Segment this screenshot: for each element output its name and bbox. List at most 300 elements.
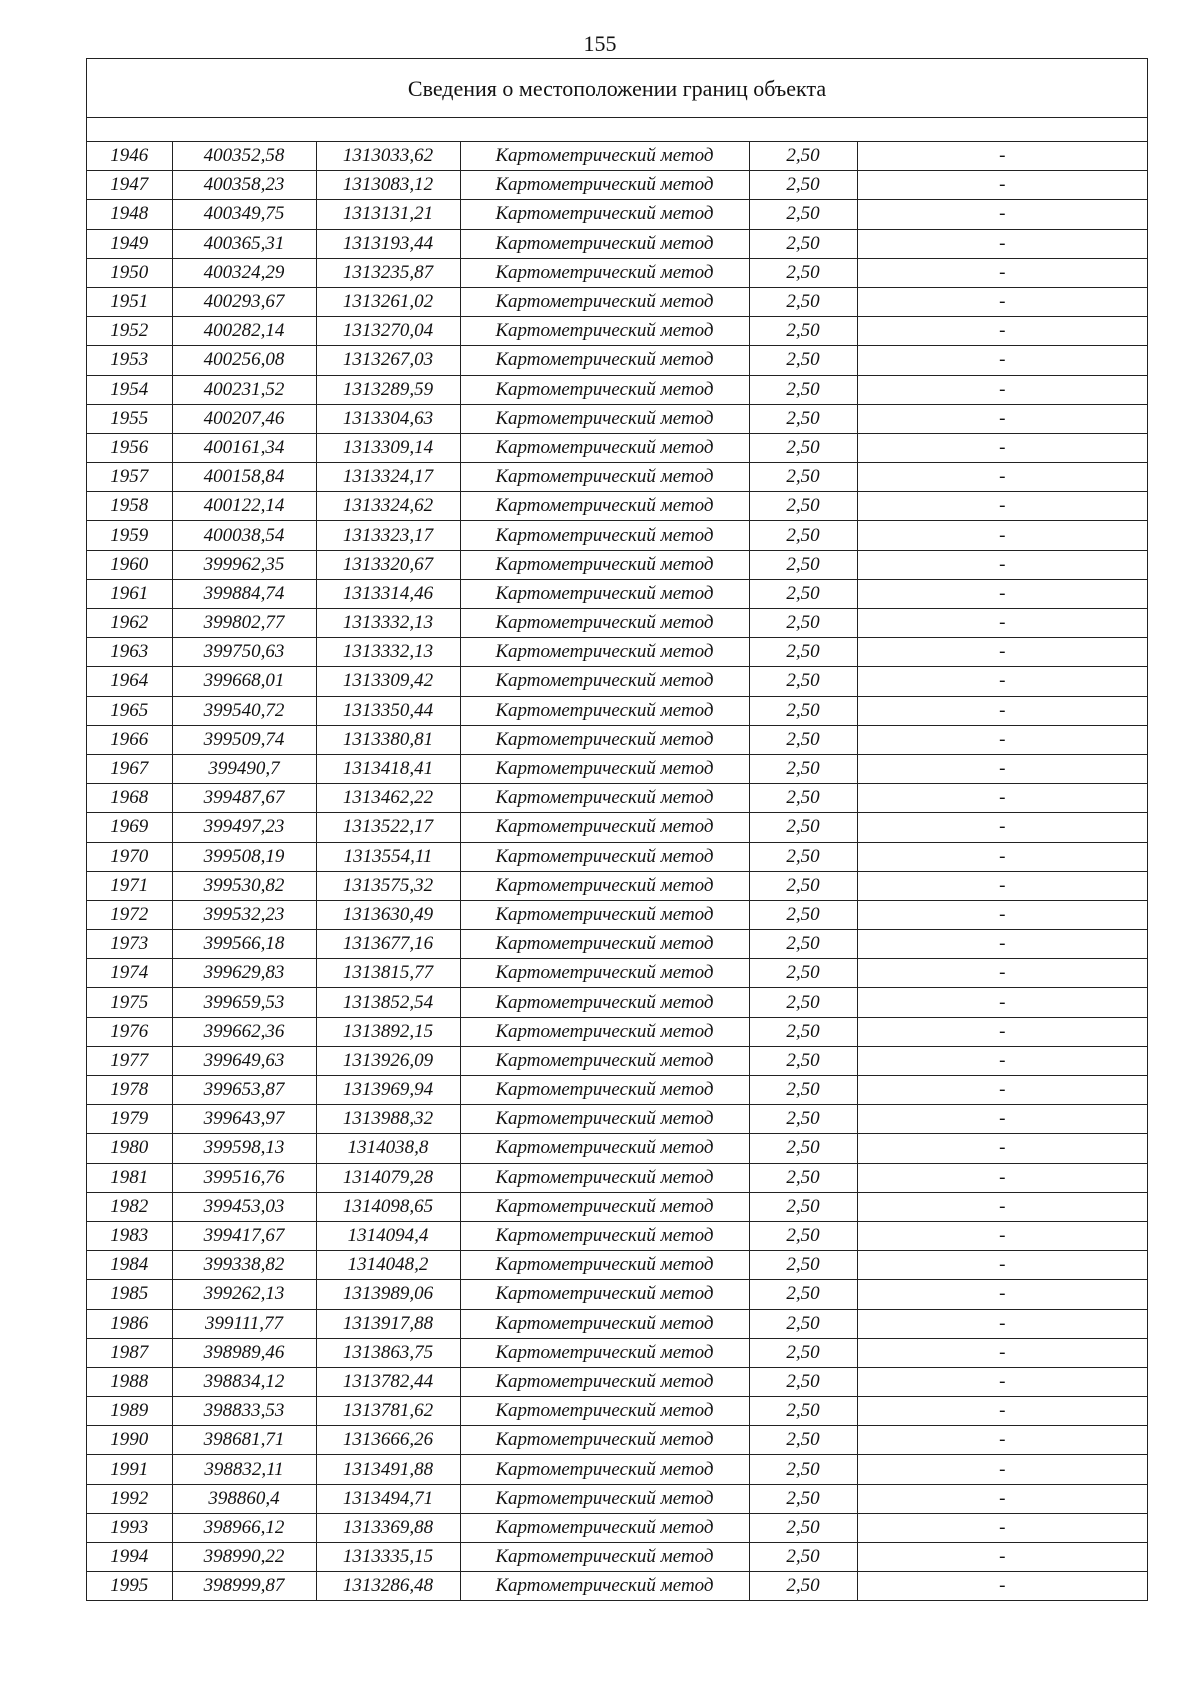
description-cell: - — [857, 550, 1147, 579]
y-coordinate-cell: 1313369,88 — [316, 1513, 460, 1542]
point-number-cell: 1993 — [87, 1513, 172, 1542]
method-cell: Картометрический метод — [460, 609, 749, 638]
x-coordinate-cell: 398832,11 — [172, 1455, 316, 1484]
method-cell: Картометрический метод — [460, 463, 749, 492]
method-cell: Картометрический метод — [460, 1105, 749, 1134]
x-coordinate-cell: 398860,4 — [172, 1484, 316, 1513]
method-cell: Картометрический метод — [460, 317, 749, 346]
point-number-cell: 1957 — [87, 463, 172, 492]
description-cell: - — [857, 200, 1147, 229]
table-row — [87, 492, 1147, 521]
description-cell: - — [857, 1397, 1147, 1426]
y-coordinate-cell: 1313630,49 — [316, 900, 460, 929]
x-coordinate-cell: 400207,46 — [172, 404, 316, 433]
accuracy-cell: 2,50 — [749, 550, 857, 579]
accuracy-cell: 2,50 — [749, 813, 857, 842]
y-coordinate-cell: 1313782,44 — [316, 1367, 460, 1396]
method-cell: Картометрический метод — [460, 404, 749, 433]
point-number-cell: 1954 — [87, 375, 172, 404]
table-row — [87, 725, 1147, 754]
method-cell: Картометрический метод — [460, 871, 749, 900]
point-number-cell: 1972 — [87, 900, 172, 929]
y-coordinate-cell: 1313892,15 — [316, 1017, 460, 1046]
accuracy-cell: 2,50 — [749, 287, 857, 316]
table-row — [87, 1192, 1147, 1221]
description-cell: - — [857, 696, 1147, 725]
table-row — [87, 1543, 1147, 1572]
method-cell: Картометрический метод — [460, 1251, 749, 1280]
description-cell: - — [857, 1105, 1147, 1134]
description-cell: - — [857, 1192, 1147, 1221]
x-coordinate-cell: 399750,63 — [172, 638, 316, 667]
y-coordinate-cell: 1313380,81 — [316, 725, 460, 754]
method-cell: Картометрический метод — [460, 521, 749, 550]
accuracy-cell: 2,50 — [749, 1076, 857, 1105]
x-coordinate-cell: 399487,67 — [172, 784, 316, 813]
point-number-cell: 1968 — [87, 784, 172, 813]
point-number-cell: 1978 — [87, 1076, 172, 1105]
y-coordinate-cell: 1313522,17 — [316, 813, 460, 842]
y-coordinate-cell: 1313969,94 — [316, 1076, 460, 1105]
accuracy-cell: 2,50 — [749, 930, 857, 959]
accuracy-cell: 2,50 — [749, 784, 857, 813]
description-cell: - — [857, 1309, 1147, 1338]
point-number-cell: 1975 — [87, 988, 172, 1017]
accuracy-cell: 2,50 — [749, 1046, 857, 1075]
x-coordinate-cell: 400038,54 — [172, 521, 316, 550]
description-cell: - — [857, 900, 1147, 929]
description-cell: - — [857, 171, 1147, 200]
y-coordinate-cell: 1313462,22 — [316, 784, 460, 813]
accuracy-cell: 2,50 — [749, 171, 857, 200]
y-coordinate-cell: 1313309,14 — [316, 433, 460, 462]
table-header-spacer — [87, 118, 1147, 142]
table-row — [87, 667, 1147, 696]
method-cell: Картометрический метод — [460, 1426, 749, 1455]
table-row — [87, 988, 1147, 1017]
accuracy-cell: 2,50 — [749, 1455, 857, 1484]
y-coordinate-cell: 1313314,46 — [316, 579, 460, 608]
x-coordinate-cell: 399629,83 — [172, 959, 316, 988]
boundary-table-sheet — [86, 58, 1148, 1601]
table-row — [87, 404, 1147, 433]
point-number-cell: 1994 — [87, 1543, 172, 1572]
method-cell: Картометрический метод — [460, 579, 749, 608]
description-cell: - — [857, 1280, 1147, 1309]
method-cell: Картометрический метод — [460, 492, 749, 521]
table-row — [87, 784, 1147, 813]
description-cell: - — [857, 258, 1147, 287]
x-coordinate-cell: 400158,84 — [172, 463, 316, 492]
accuracy-cell: 2,50 — [749, 200, 857, 229]
point-number-cell: 1956 — [87, 433, 172, 462]
table-row — [87, 1105, 1147, 1134]
y-coordinate-cell: 1313815,77 — [316, 959, 460, 988]
description-cell: - — [857, 1484, 1147, 1513]
y-coordinate-cell: 1313677,16 — [316, 930, 460, 959]
y-coordinate-cell: 1314048,2 — [316, 1251, 460, 1280]
x-coordinate-cell: 398834,12 — [172, 1367, 316, 1396]
description-cell: - — [857, 1513, 1147, 1542]
x-coordinate-cell: 399540,72 — [172, 696, 316, 725]
y-coordinate-cell: 1313304,63 — [316, 404, 460, 433]
table-row — [87, 229, 1147, 258]
accuracy-cell: 2,50 — [749, 1280, 857, 1309]
method-cell: Картометрический метод — [460, 1046, 749, 1075]
x-coordinate-cell: 400122,14 — [172, 492, 316, 521]
accuracy-cell: 2,50 — [749, 988, 857, 1017]
x-coordinate-cell: 399417,67 — [172, 1221, 316, 1250]
accuracy-cell: 2,50 — [749, 842, 857, 871]
x-coordinate-cell: 399111,77 — [172, 1309, 316, 1338]
x-coordinate-cell: 399509,74 — [172, 725, 316, 754]
point-number-cell: 1962 — [87, 609, 172, 638]
point-number-cell: 1987 — [87, 1338, 172, 1367]
point-number-cell: 1955 — [87, 404, 172, 433]
y-coordinate-cell: 1314094,4 — [316, 1221, 460, 1250]
table-row — [87, 375, 1147, 404]
y-coordinate-cell: 1313989,06 — [316, 1280, 460, 1309]
x-coordinate-cell: 400293,67 — [172, 287, 316, 316]
x-coordinate-cell: 398833,53 — [172, 1397, 316, 1426]
point-number-cell: 1992 — [87, 1484, 172, 1513]
accuracy-cell: 2,50 — [749, 1426, 857, 1455]
description-cell: - — [857, 229, 1147, 258]
table-row — [87, 1076, 1147, 1105]
description-cell: - — [857, 754, 1147, 783]
x-coordinate-cell: 399497,23 — [172, 813, 316, 842]
y-coordinate-cell: 1313324,17 — [316, 463, 460, 492]
x-coordinate-cell: 400256,08 — [172, 346, 316, 375]
point-number-cell: 1995 — [87, 1572, 172, 1601]
accuracy-cell: 2,50 — [749, 1221, 857, 1250]
x-coordinate-cell: 399338,82 — [172, 1251, 316, 1280]
description-cell: - — [857, 433, 1147, 462]
description-cell: - — [857, 1163, 1147, 1192]
method-cell: Картометрический метод — [460, 1572, 749, 1601]
accuracy-cell: 2,50 — [749, 317, 857, 346]
table-row — [87, 463, 1147, 492]
point-number-cell: 1981 — [87, 1163, 172, 1192]
method-cell: Картометрический метод — [460, 1543, 749, 1572]
description-cell: - — [857, 1338, 1147, 1367]
accuracy-cell: 2,50 — [749, 667, 857, 696]
x-coordinate-cell: 399668,01 — [172, 667, 316, 696]
method-cell: Картометрический метод — [460, 813, 749, 842]
table-row — [87, 1572, 1147, 1601]
method-cell: Картометрический метод — [460, 900, 749, 929]
method-cell: Картометрический метод — [460, 988, 749, 1017]
accuracy-cell: 2,50 — [749, 1192, 857, 1221]
accuracy-cell: 2,50 — [749, 1163, 857, 1192]
description-cell: - — [857, 1251, 1147, 1280]
point-number-cell: 1951 — [87, 287, 172, 316]
point-number-cell: 1988 — [87, 1367, 172, 1396]
point-number-cell: 1973 — [87, 930, 172, 959]
description-cell: - — [857, 638, 1147, 667]
x-coordinate-cell: 399566,18 — [172, 930, 316, 959]
x-coordinate-cell: 399659,53 — [172, 988, 316, 1017]
method-cell: Картометрический метод — [460, 638, 749, 667]
table-row — [87, 521, 1147, 550]
method-cell: Картометрический метод — [460, 1338, 749, 1367]
point-number-cell: 1990 — [87, 1426, 172, 1455]
table-row — [87, 1426, 1147, 1455]
x-coordinate-cell: 400365,31 — [172, 229, 316, 258]
description-cell: - — [857, 375, 1147, 404]
accuracy-cell: 2,50 — [749, 579, 857, 608]
method-cell: Картометрический метод — [460, 433, 749, 462]
method-cell: Картометрический метод — [460, 258, 749, 287]
point-number-cell: 1966 — [87, 725, 172, 754]
method-cell: Картометрический метод — [460, 229, 749, 258]
table-row — [87, 871, 1147, 900]
accuracy-cell: 2,50 — [749, 1484, 857, 1513]
y-coordinate-cell: 1313926,09 — [316, 1046, 460, 1075]
accuracy-cell: 2,50 — [749, 1105, 857, 1134]
x-coordinate-cell: 398999,87 — [172, 1572, 316, 1601]
x-coordinate-cell: 400282,14 — [172, 317, 316, 346]
point-number-cell: 1986 — [87, 1309, 172, 1338]
method-cell: Картометрический метод — [460, 1134, 749, 1163]
description-cell: - — [857, 521, 1147, 550]
method-cell: Картометрический метод — [460, 842, 749, 871]
description-cell: - — [857, 1543, 1147, 1572]
accuracy-cell: 2,50 — [749, 1309, 857, 1338]
y-coordinate-cell: 1313332,13 — [316, 638, 460, 667]
accuracy-cell: 2,50 — [749, 229, 857, 258]
table-row — [87, 696, 1147, 725]
point-number-cell: 1948 — [87, 200, 172, 229]
y-coordinate-cell: 1313666,26 — [316, 1426, 460, 1455]
description-cell: - — [857, 842, 1147, 871]
x-coordinate-cell: 398681,71 — [172, 1426, 316, 1455]
description-cell: - — [857, 871, 1147, 900]
point-number-cell: 1946 — [110, 145, 149, 167]
point-number-cell: 1963 — [87, 638, 172, 667]
point-number-cell: 1961 — [87, 579, 172, 608]
table-row — [87, 171, 1147, 200]
method-cell: Картометрический метод — [460, 1163, 749, 1192]
accuracy-cell: 2,50 — [749, 375, 857, 404]
table-row — [87, 1367, 1147, 1396]
x-coordinate-cell: 399516,76 — [172, 1163, 316, 1192]
y-coordinate-cell: 1313781,62 — [316, 1397, 460, 1426]
y-coordinate-cell: 1313494,71 — [316, 1484, 460, 1513]
method-cell: Картометрический метод — [460, 696, 749, 725]
point-number-cell: 1979 — [87, 1105, 172, 1134]
table-row — [87, 959, 1147, 988]
table-row — [87, 609, 1147, 638]
y-coordinate-cell: 1313863,75 — [316, 1338, 460, 1367]
point-number-cell: 1991 — [87, 1455, 172, 1484]
description-cell: - — [857, 667, 1147, 696]
x-coordinate-cell: 400349,75 — [172, 200, 316, 229]
accuracy-cell: 2,50 — [749, 871, 857, 900]
table-row — [87, 1513, 1147, 1542]
y-coordinate-cell: 1313491,88 — [316, 1455, 460, 1484]
point-number-cell: 1967 — [87, 754, 172, 783]
table-row — [87, 754, 1147, 783]
method-cell: Картометрический метод — [460, 1367, 749, 1396]
y-coordinate-cell: 1313083,12 — [316, 171, 460, 200]
method-cell: Картометрический метод — [460, 1484, 749, 1513]
accuracy-cell: 2,50 — [749, 1017, 857, 1046]
y-coordinate-cell: 1313418,41 — [316, 754, 460, 783]
x-coordinate-cell: 399649,63 — [172, 1046, 316, 1075]
table-row — [87, 1046, 1147, 1075]
table-row — [87, 900, 1147, 929]
point-number-cell: 1970 — [87, 842, 172, 871]
description-cell: - — [857, 725, 1147, 754]
description-cell: - — [857, 142, 1147, 171]
description-cell: - — [857, 813, 1147, 842]
accuracy-cell: 2,50 — [749, 1543, 857, 1572]
method-cell: Картометрический метод — [460, 1017, 749, 1046]
accuracy-cell: 2,50 — [749, 696, 857, 725]
accuracy-cell: 2,50 — [749, 492, 857, 521]
accuracy-cell: 2,50 — [749, 142, 857, 171]
point-number-cell: 1947 — [87, 171, 172, 200]
table-row — [87, 258, 1147, 287]
y-coordinate-cell: 1313286,48 — [316, 1572, 460, 1601]
table-body — [87, 142, 1147, 1600]
accuracy-cell: 2,50 — [749, 1397, 857, 1426]
point-number-cell: 1950 — [87, 258, 172, 287]
table-row — [87, 579, 1147, 608]
accuracy-cell: 2,50 — [749, 1134, 857, 1163]
description-cell: - — [857, 1367, 1147, 1396]
method-cell: Картометрический метод — [460, 1192, 749, 1221]
point-number-cell: 1969 — [87, 813, 172, 842]
y-coordinate-cell: 1313350,44 — [316, 696, 460, 725]
x-coordinate-cell: 398966,12 — [172, 1513, 316, 1542]
y-coordinate-cell: 1313332,13 — [316, 609, 460, 638]
y-coordinate-cell: 1313193,44 — [316, 229, 460, 258]
accuracy-cell: 2,50 — [749, 1338, 857, 1367]
y-coordinate-cell: 1313917,88 — [316, 1309, 460, 1338]
description-cell: - — [857, 959, 1147, 988]
x-coordinate-cell: 399962,35 — [172, 550, 316, 579]
y-coordinate-cell: 1314098,65 — [316, 1192, 460, 1221]
method-cell: Картометрический метод — [460, 930, 749, 959]
description-cell: - — [857, 404, 1147, 433]
point-number-cell: 1958 — [87, 492, 172, 521]
description-cell: - — [857, 1221, 1147, 1250]
point-number-cell: 1989 — [87, 1397, 172, 1426]
table-row — [87, 142, 1147, 171]
point-number-cell: 1984 — [87, 1251, 172, 1280]
method-cell: Картометрический метод — [460, 725, 749, 754]
table-row — [87, 1338, 1147, 1367]
accuracy-cell: 2,50 — [749, 725, 857, 754]
table-row — [87, 1280, 1147, 1309]
accuracy-cell: 2,50 — [749, 609, 857, 638]
x-coordinate-cell: 400161,34 — [172, 433, 316, 462]
description-cell: - — [857, 287, 1147, 316]
description-cell: - — [857, 1426, 1147, 1455]
x-coordinate-cell: 400358,23 — [172, 171, 316, 200]
method-cell: Картометрический метод — [460, 667, 749, 696]
description-cell: - — [857, 1455, 1147, 1484]
x-coordinate-cell: 400324,29 — [172, 258, 316, 287]
y-coordinate-cell: 1313335,15 — [316, 1543, 460, 1572]
point-number-cell: 1959 — [87, 521, 172, 550]
method-cell: Картометрический метод — [460, 754, 749, 783]
description-cell: - — [857, 1572, 1147, 1601]
table-row — [87, 1134, 1147, 1163]
x-coordinate-cell: 399653,87 — [172, 1076, 316, 1105]
description-cell: - — [857, 346, 1147, 375]
x-coordinate-cell: 399530,82 — [172, 871, 316, 900]
page-number: 155 — [583, 31, 617, 56]
table-row — [87, 638, 1147, 667]
point-number-cell: 1982 — [87, 1192, 172, 1221]
point-number-cell: 1971 — [87, 871, 172, 900]
table-row — [87, 1017, 1147, 1046]
y-coordinate-cell: 1313309,42 — [316, 667, 460, 696]
y-coordinate-cell: 1314038,8 — [316, 1134, 460, 1163]
point-number-cell: 1985 — [87, 1280, 172, 1309]
accuracy-cell: 2,50 — [749, 346, 857, 375]
description-cell: - — [857, 784, 1147, 813]
table-title: Сведения о местоположении границ объекта — [87, 59, 1147, 118]
point-number-cell: 1949 — [87, 229, 172, 258]
method-cell: Картометрический метод — [460, 200, 749, 229]
table-row — [87, 842, 1147, 871]
x-coordinate-cell: 400352,58 — [172, 142, 316, 171]
table-row — [87, 317, 1147, 346]
x-coordinate-cell: 399453,03 — [172, 1192, 316, 1221]
point-number-cell: 1952 — [87, 317, 172, 346]
accuracy-cell: 2,50 — [749, 638, 857, 667]
x-coordinate-cell: 399532,23 — [172, 900, 316, 929]
x-coordinate-cell: 398990,22 — [172, 1543, 316, 1572]
y-coordinate-cell: 1313131,21 — [316, 200, 460, 229]
x-coordinate-cell: 399662,36 — [172, 1017, 316, 1046]
method-cell: Картометрический метод — [460, 784, 749, 813]
accuracy-cell: 2,50 — [749, 1513, 857, 1542]
table-row — [87, 433, 1147, 462]
table-row — [87, 346, 1147, 375]
description-cell: - — [857, 579, 1147, 608]
point-number-cell: 1974 — [87, 959, 172, 988]
accuracy-cell: 2,50 — [749, 258, 857, 287]
accuracy-cell: 2,50 — [749, 1367, 857, 1396]
y-coordinate-cell: 1313575,32 — [316, 871, 460, 900]
table-row — [87, 1309, 1147, 1338]
method-cell: Картометрический метод — [460, 1309, 749, 1338]
y-coordinate-cell: 1313289,59 — [316, 375, 460, 404]
accuracy-cell: 2,50 — [749, 463, 857, 492]
table-row — [87, 813, 1147, 842]
accuracy-cell: 2,50 — [749, 433, 857, 462]
y-coordinate-cell: 1313267,03 — [316, 346, 460, 375]
point-number-cell: 1964 — [87, 667, 172, 696]
description-cell: - — [857, 1017, 1147, 1046]
method-cell: Картометрический метод — [460, 1455, 749, 1484]
x-coordinate-cell: 398989,46 — [172, 1338, 316, 1367]
description-cell: - — [857, 988, 1147, 1017]
table-row — [87, 550, 1147, 579]
accuracy-cell: 2,50 — [749, 959, 857, 988]
point-number-cell: 1960 — [87, 550, 172, 579]
y-coordinate-cell: 1313852,54 — [316, 988, 460, 1017]
description-cell: - — [857, 317, 1147, 346]
description-cell: - — [857, 1134, 1147, 1163]
table-row — [87, 1455, 1147, 1484]
method-cell: Картометрический метод — [460, 550, 749, 579]
